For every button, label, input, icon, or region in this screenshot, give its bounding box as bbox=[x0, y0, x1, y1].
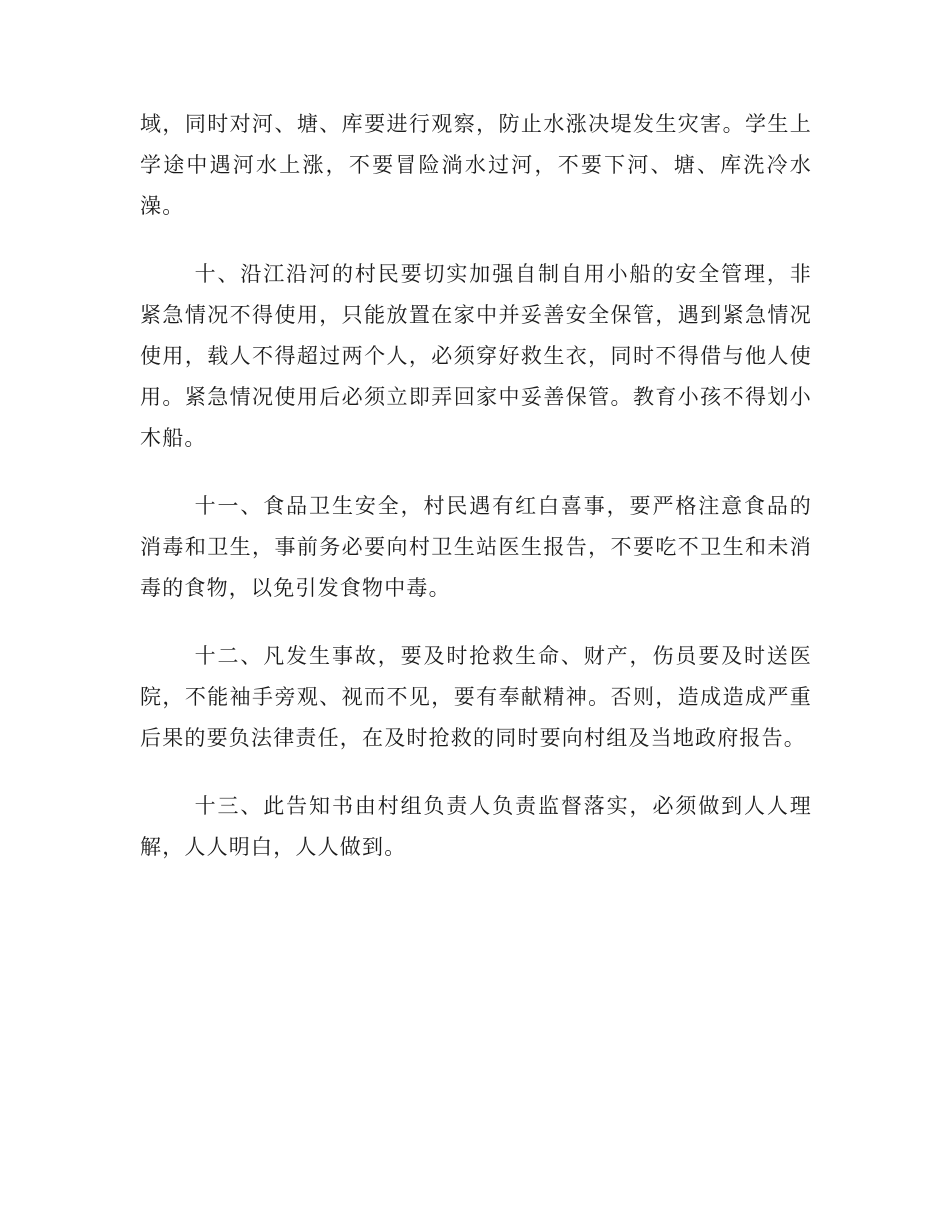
paragraph-item-13: 十三、此告知书由村组负责人负责监督落实，必须做到人人理解，人人明白，人人做到。 bbox=[140, 794, 812, 859]
paragraph-item-10: 十、沿江沿河的村民要切实加强自制自用小船的安全管理，非紧急情况不得使用，只能放置在家中并妥善安全保管，遇到紧急情况使用，载人不得超过两个人，必须穿好救生衣，同时不得借与他人使用。紧急情况使用后必须立即弄回家中妥善保管。教育小孩不得划小木船。 bbox=[140, 262, 812, 450]
paragraph-item-11: 十一、食品卫生安全，村民遇有红白喜事，要严格注意食品的消毒和卫生，事前务必要向村卫生站医生报告，不要吃不卫生和未消毒的食物，以免引发食物中毒。 bbox=[140, 494, 812, 600]
document-page bbox=[140, 104, 812, 895]
paragraph-continued: 域，同时对河、塘、库要进行观察，防止水涨决堤发生灾害。学生上学途中遇河水上涨，不要冒险淌水过河，不要下河、塘、库洗冷水澡。 bbox=[140, 112, 812, 218]
paragraph-item-12: 十二、凡发生事故，要及时抢救生命、财产，伤员要及时送医院，不能袖手旁观、视而不见，要有奉献精神。否则，造成造成严重后果的要负法律责任，在及时抢救的同时要向村组及当地政府报告。 bbox=[140, 644, 812, 750]
